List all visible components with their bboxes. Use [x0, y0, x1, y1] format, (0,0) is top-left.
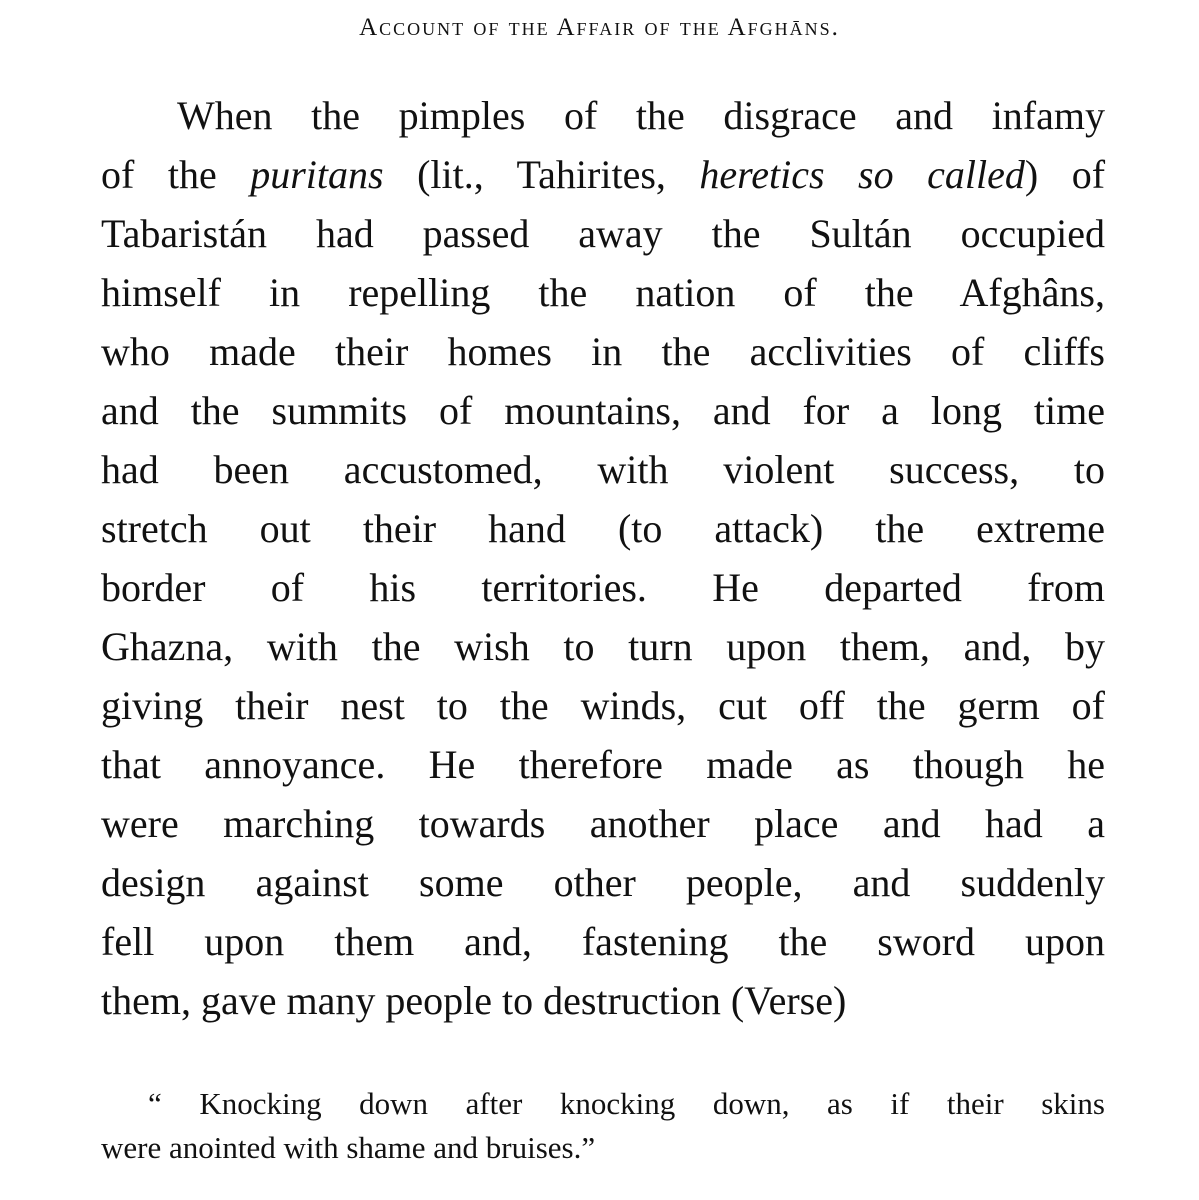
body-line: Ghazna, with the wish to turn upon them, and, by [101, 624, 1105, 669]
body-text: (lit., Tahirites, [383, 152, 700, 197]
body-text: ) of [1024, 152, 1106, 197]
body-line [101, 151, 1105, 199]
body-line: had been accustomed, with violent success, to [101, 447, 1105, 492]
running-heading: Account of the Affair of the Afghāns. [359, 14, 840, 41]
body-line: himself in repelling the nation of the Afghâns, [101, 270, 1105, 315]
verse-quote-line: “ Knocking down after knocking down, as if their skins [148, 1086, 1105, 1121]
body-line: and the summits of mountains, and for a long time [101, 388, 1105, 433]
body-line: stretch out their hand (to attack) the extreme [101, 506, 1105, 551]
body-line: When the pimples of the disgrace and infamy [177, 93, 1105, 138]
body-line: Tabaristán had passed away the Sultán occupied [101, 211, 1105, 256]
body-text: of the [101, 152, 251, 197]
italic-gloss: heretics so called [699, 152, 1025, 197]
body-line: were marching towards another place and had a [101, 801, 1105, 846]
body-line: giving their nest to the winds, cut off the germ of [101, 683, 1105, 728]
body-line: who made their homes in the acclivities of cliffs [101, 329, 1105, 374]
body-line: border of his territories. He departed from [101, 565, 1105, 610]
verse-quote-line: were anointed with shame and bruises.” [101, 1130, 596, 1165]
italic-term: puritans [250, 152, 384, 197]
body-line: that annoyance. He therefore made as though he [101, 742, 1105, 787]
body-line: them, gave many people to destruction (Verse) [101, 978, 847, 1023]
body-line: fell upon them and, fastening the sword upon [101, 919, 1105, 964]
body-line: design against some other people, and suddenly [101, 860, 1105, 905]
